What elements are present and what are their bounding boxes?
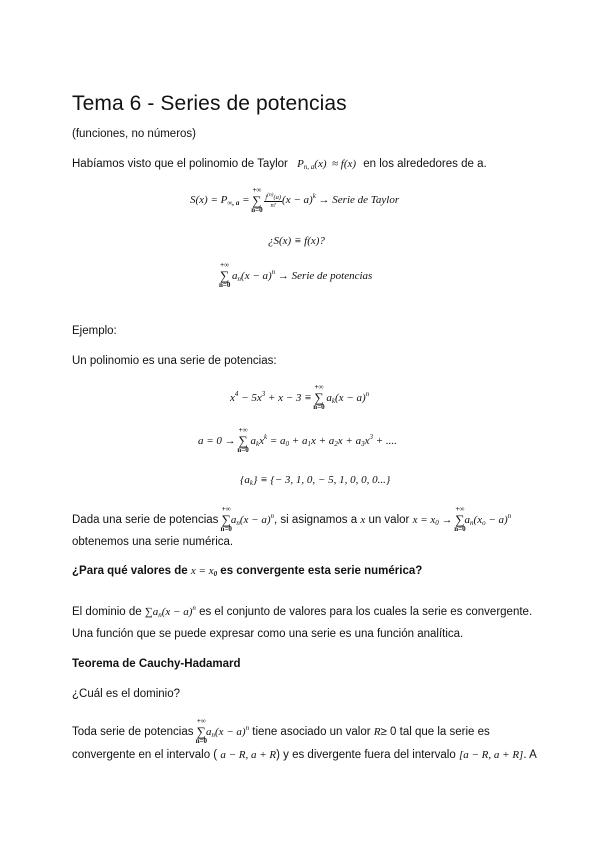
sum-symbol: +∞ ∑ n=0 [313,383,325,412]
conv-text-3: . A [523,749,537,761]
dada-x-eq-x0: $x = x_0$ → +∞ ∑ n=0 $a_n(x_o - a)^n$ [412,505,512,534]
taylor-fraction: $\frac{f^{(n)}(a)}{n!}$ [265,192,282,210]
intro-text-before: Habíamos visto que el polinomio de Taylor [72,158,288,170]
ejemplo-label: Ejemplo: [72,325,117,337]
dada-paragraph [72,505,512,534]
closed-interval-math: [a − R, a + R] [458,749,524,761]
toda-R-ge-0: R [373,726,381,738]
dominio-text-1: El dominio de [72,606,142,618]
sum-symbol: +∞ ∑ n=0 [218,261,231,290]
taylor-series-formula: $S(x) = P_{\infty, a}$ = +∞ ∑ n=0 $\frac{f^{(n)}(a)}{n!}$ $(x - a)^k$ → Serie de Taylor [190,185,400,214]
subtitle: (funciones, no números) [72,128,197,140]
dada-sum-math: +∞ ∑ n=0 $a_n(x - a)^n$ [220,505,275,534]
convergente-paragraph [72,749,537,761]
intro-math: $P_{n, a}(x) \approx f(x)$ [297,158,357,171]
example-polynomial-formula: $x^4 - 5x^3 + x - 3$ ≡ +∞ ∑ n=0 $a_k(x - a)^n$ [230,383,370,412]
toda-paragraph: Toda serie de potencias +∞ ∑ n=0 $a_n(x - a)^n$ tiene asociado un valor R≥ 0 tal que la serie es [72,717,490,746]
open-interval-math: a − R, a + R [220,749,277,761]
conv-text-2: ) y es divergente fuera del intervalo [276,749,456,761]
power-series-label: Serie de potencias [291,270,373,282]
dominio-math: $\sum a_n(x - a)^n$ [144,604,196,619]
obtenemos-paragraph: obtenemos una serie numérica. [72,536,234,548]
coefficients-formula: $\{a_k\}$ ≡ {− 3, 1, 0, − 5, 1, 0, 0, 0...} [240,474,391,487]
polinomio-paragraph: Un polinomio es una serie de potencias: [72,355,277,367]
dada-text-1: Dada una serie de potencias [72,514,219,526]
power-series-formula: +∞ ∑ n=0 $a_n(x - a)^n$ → Serie de potencias [218,261,373,290]
taylor-label: Serie de Taylor [332,194,400,207]
funcion-analitica-paragraph: Una función que se puede expresar como una serie es una función analítica. [72,628,464,640]
teorema-heading: Teorema de Cauchy-Hadamard [72,658,241,670]
dominio-text-2: es el conjunto de valores para los cuales la serie es convergente. [199,606,533,618]
ellipsis: .... [385,435,397,447]
toda-text-3: tal que la serie es [399,726,490,738]
question-text-2: es convergente esta serie numérica? [220,565,423,577]
question-formula: ¿S(x) ≡ f(x)? [268,235,325,247]
dada-x: x [360,514,366,526]
intro-paragraph [72,158,487,171]
toda-text-2: tiene asociado un valor [252,726,371,738]
sum-symbol: +∞ ∑ n=0 [237,426,249,455]
question-math: $x = x_0$ [190,565,218,578]
convergence-question [72,565,422,578]
question-text-1: ¿Para qué valores de [72,565,188,577]
intro-text-after: en los alrededores de a. [363,158,487,170]
sum-symbol: +∞ ∑ n=0 [251,185,263,214]
example-a0-formula: a = 0 → +∞ ∑ n=0 $a_kx^k = a_0 + a_1x + a_2x + a_3x^3$ + .... [198,426,397,455]
toda-sum-math: +∞ ∑ n=0 $a_n(x - a)^n$ [195,717,250,746]
dominio-paragraph [72,604,532,619]
toda-text-1: Toda serie de potencias [72,726,194,738]
cual-dominio-paragraph: ¿Cuál es el dominio? [72,688,181,700]
dada-text-2: , si asignamos a [274,514,358,526]
conv-text-1: convergente en el intervalo ( [72,749,218,761]
page-title: Tema 6 - Series de potencias [72,92,347,115]
dada-text-3: un valor [368,514,410,526]
